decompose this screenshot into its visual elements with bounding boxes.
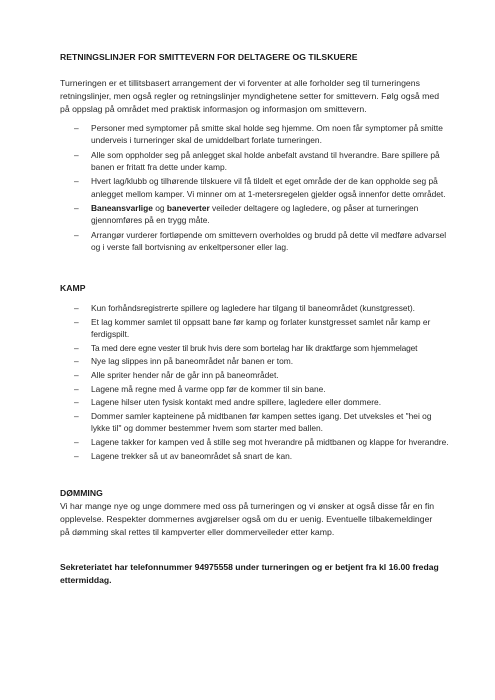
guideline-text: veileder deltagere og lagledere, og påser at turneringen gjennomføres på en trygg måte. xyxy=(91,203,419,226)
list-item xyxy=(60,175,450,199)
kamp-list xyxy=(60,302,450,463)
list-item xyxy=(60,229,450,253)
dash-bullet: – xyxy=(74,397,79,408)
dash-bullet: – xyxy=(74,370,79,381)
dash-bullet: – xyxy=(74,149,79,160)
list-item xyxy=(60,342,450,354)
dash-bullet: – xyxy=(74,316,79,327)
list-item xyxy=(60,149,450,173)
document-title: RETNINGSLINJER FOR SMITTEVERN FOR DELTAGERE OG TILSKUERE xyxy=(60,52,358,62)
list-item xyxy=(60,122,450,146)
kamp-item-text: Lagene trekker så ut av baneområdet så snart de kan. xyxy=(91,450,293,461)
dash-bullet: – xyxy=(74,123,79,133)
kamp-item-text: Alle spriter hender når de går inn på baneområdet. xyxy=(91,370,279,381)
list-item xyxy=(60,355,450,367)
list-item xyxy=(60,202,450,226)
dash-bullet: – xyxy=(74,411,79,422)
domming-paragraph: Vi har mange nye og unge dommere med oss på turneringen og vi ønsker at også disse får en fin opplevelse. Respekter dommernes avgjørelser også om du er uenig. Eventuelle tilbakemeldinger på dømming skal rettes til kampverter eller dommerveileder etter kamp. xyxy=(60,501,435,538)
guideline-text: Alle som oppholder seg på anlegget skal holde anbefalt avstand til hverandre. Bare spillere på banen er fritatt fra dette under kamp. xyxy=(91,149,440,172)
list-item xyxy=(60,383,450,395)
list-item xyxy=(60,369,450,381)
kamp-item-text: Et lag kommer samlet til oppsatt bane før kamp og forlater kunstgresset samlet når kamp er ferdigspilt. xyxy=(91,316,431,339)
dash-bullet: – xyxy=(74,383,79,394)
secretariat-note: Sekreteriatet har telefonnummer 94975558 under turneringen og er betjent fra kl 16.00 fredag ettermiddag. xyxy=(60,562,439,586)
bold-term-baneverter: baneverter xyxy=(166,203,210,214)
list-item xyxy=(60,396,450,408)
list-item xyxy=(60,302,450,314)
bold-term-baneansvarlige: Baneansvarlige xyxy=(91,203,153,214)
guideline-text: Personer med symptomer på smitte skal holde seg hjemme. Om noen får symptomer på smitte underveis i turneringer skal de umiddelbart forlate turneringen. xyxy=(91,123,443,146)
kamp-item-text: Kun forhåndsregistrerte spillere og lagledere har tilgang til baneområdet (kunstgresset). xyxy=(91,303,416,313)
dash-bullet: – xyxy=(74,303,79,313)
dash-bullet: – xyxy=(74,450,79,461)
intro-paragraph: Turneringen er et tillitsbasert arrangement der vi forventer at alle forholder seg til turneringens retningslinjer, men også regler og retningslinjer myndighetene setter for smittevern. Følg også med på oppslag på området med praktisk informasjon og informasjon om smittevern. xyxy=(60,78,440,115)
guideline-text: Hvert lag/klubb og tilhørende tilskuere vil få tildelt et eget område der de kan oppholde seg på anlegget mellom kamper. Vi minner om at 1-metersregelen gjelder også innenfor dette området. xyxy=(91,176,446,199)
kamp-item-text: Ta med dere egne vester til bruk hvis dere som bortelag har lik draktfarge som hjemmelaget xyxy=(91,342,418,353)
domming-heading: DØMMING xyxy=(60,488,103,498)
dash-bullet: – xyxy=(74,356,79,367)
kamp-item-text: Dommer samler kapteinene på midtbanen før kampen settes igang. Det utveksles et "hei og lykke til" og dommer bestemmer hvem som starter med ballen. xyxy=(91,411,432,434)
list-item xyxy=(60,436,450,448)
kamp-item-text: Lagene hilser uten fysisk kontakt med andre spillere, lagledere eller dommere. xyxy=(91,397,382,408)
list-item xyxy=(60,316,450,340)
kamp-item-text: Lagene må regne med å varme opp før de kommer til sin bane. xyxy=(91,383,326,394)
kamp-item-text: Nye lag slippes inn på baneområdet når banen er tom. xyxy=(91,356,294,367)
connector-text: og xyxy=(152,203,167,214)
dash-bullet: – xyxy=(74,342,79,353)
kamp-item-text: Lagene takker for kampen ved å stille seg mot hverandre på midtbanen og klappe for hverandre. xyxy=(91,437,449,448)
dash-bullet: – xyxy=(74,437,79,448)
kamp-heading: KAMP xyxy=(60,283,86,293)
list-item xyxy=(60,410,450,434)
dash-bullet: – xyxy=(74,229,79,240)
list-item xyxy=(60,450,450,462)
dash-bullet: – xyxy=(74,203,79,214)
dash-bullet: – xyxy=(74,176,79,187)
guideline-text: Arrangør vurderer fortløpende om smittevern overholdes og brudd på dette vil medføre advarsel og i verste fall bortvisning av enkeltpersoner eller lag. xyxy=(91,229,447,253)
guidelines-list xyxy=(60,122,450,256)
